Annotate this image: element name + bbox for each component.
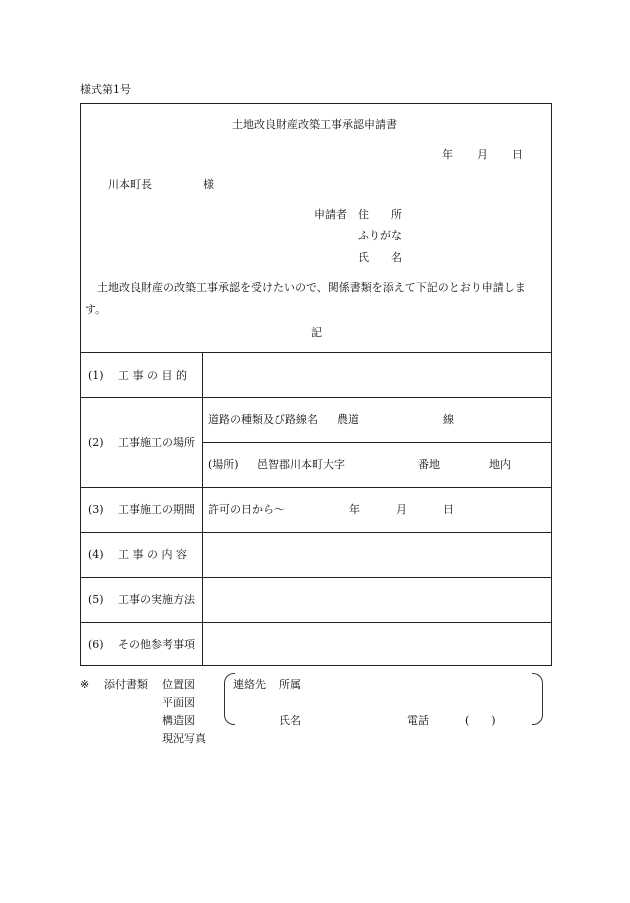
row-divider-4 <box>80 577 552 578</box>
form-title: 土地改良財産改築工事承認申請書 <box>232 118 397 131</box>
road-label: 道路の種類及び路線名 <box>208 413 318 426</box>
period-month: 月 <box>396 503 407 516</box>
body-text-line2: す。 <box>85 303 107 316</box>
attachment-item: 構造図 <box>162 714 195 727</box>
period-year: 年 <box>349 503 360 516</box>
column-divider <box>202 352 203 666</box>
row3-label: 工事施工の期間 <box>118 503 195 516</box>
contact-bracket-right <box>532 673 543 725</box>
contact-name: 氏名 <box>279 714 301 727</box>
table-top-line <box>80 352 552 353</box>
row5-label: 工事の実施方法 <box>118 593 195 606</box>
location-value: 邑智郡川本町大字 <box>257 458 345 471</box>
applicant-label: 申請者 <box>314 208 347 221</box>
road-type: 農道 <box>337 413 359 426</box>
attachments-mark: ※ <box>80 678 90 691</box>
row2-inner-divider <box>202 442 552 443</box>
attachment-item: 現況写真 <box>162 732 206 745</box>
form-number: 様式第1号 <box>80 83 131 96</box>
contact-label: 連絡先 <box>233 678 266 691</box>
applicant-name: 氏 名 <box>358 251 402 264</box>
location-label: (場所) <box>208 458 239 471</box>
row-divider-2 <box>80 487 552 488</box>
row2-number: (2) <box>88 436 104 449</box>
contact-affiliation: 所属 <box>279 678 301 691</box>
contact-phone-paren: ( ) <box>465 714 496 727</box>
chinai-label: 地内 <box>489 458 511 471</box>
row3-number: (3) <box>88 503 104 516</box>
row4-number: (4) <box>88 548 104 561</box>
applicant-furigana: ふりがな <box>358 229 402 242</box>
row1-number: (1) <box>88 369 104 382</box>
attachment-item: 位置図 <box>162 678 195 691</box>
attachments-label: 添付書類 <box>104 678 148 691</box>
row2-label: 工事施工の場所 <box>118 436 195 449</box>
ki-mark: 記 <box>311 326 322 339</box>
banchi-label: 番地 <box>418 458 440 471</box>
row5-number: (5) <box>88 593 104 606</box>
row6-number: (6) <box>88 638 104 651</box>
attachment-item: 平面図 <box>162 696 195 709</box>
row-divider-1 <box>80 397 552 398</box>
road-suffix: 線 <box>443 413 454 426</box>
date-day: 日 <box>512 148 523 161</box>
row6-label: その他参考事項 <box>118 638 195 651</box>
contact-phone: 電話 <box>407 714 429 727</box>
period-start: 許可の日から～ <box>208 503 285 516</box>
applicant-address: 住 所 <box>358 208 402 221</box>
row4-label: 工 事 の 内 容 <box>118 548 187 561</box>
row1-label: 工 事 の 目 的 <box>118 369 187 382</box>
addressee-honorific: 様 <box>203 178 214 191</box>
row-divider-3 <box>80 532 552 533</box>
addressee-name: 川本町長 <box>108 178 152 191</box>
body-text-line1: 土地改良財産の改築工事承認を受けたいので、関係書類を添えて下記のとおり申請しま <box>97 281 526 294</box>
row-divider-5 <box>80 622 552 623</box>
period-day: 日 <box>443 503 454 516</box>
date-year: 年 <box>442 148 453 161</box>
date-month: 月 <box>477 148 488 161</box>
